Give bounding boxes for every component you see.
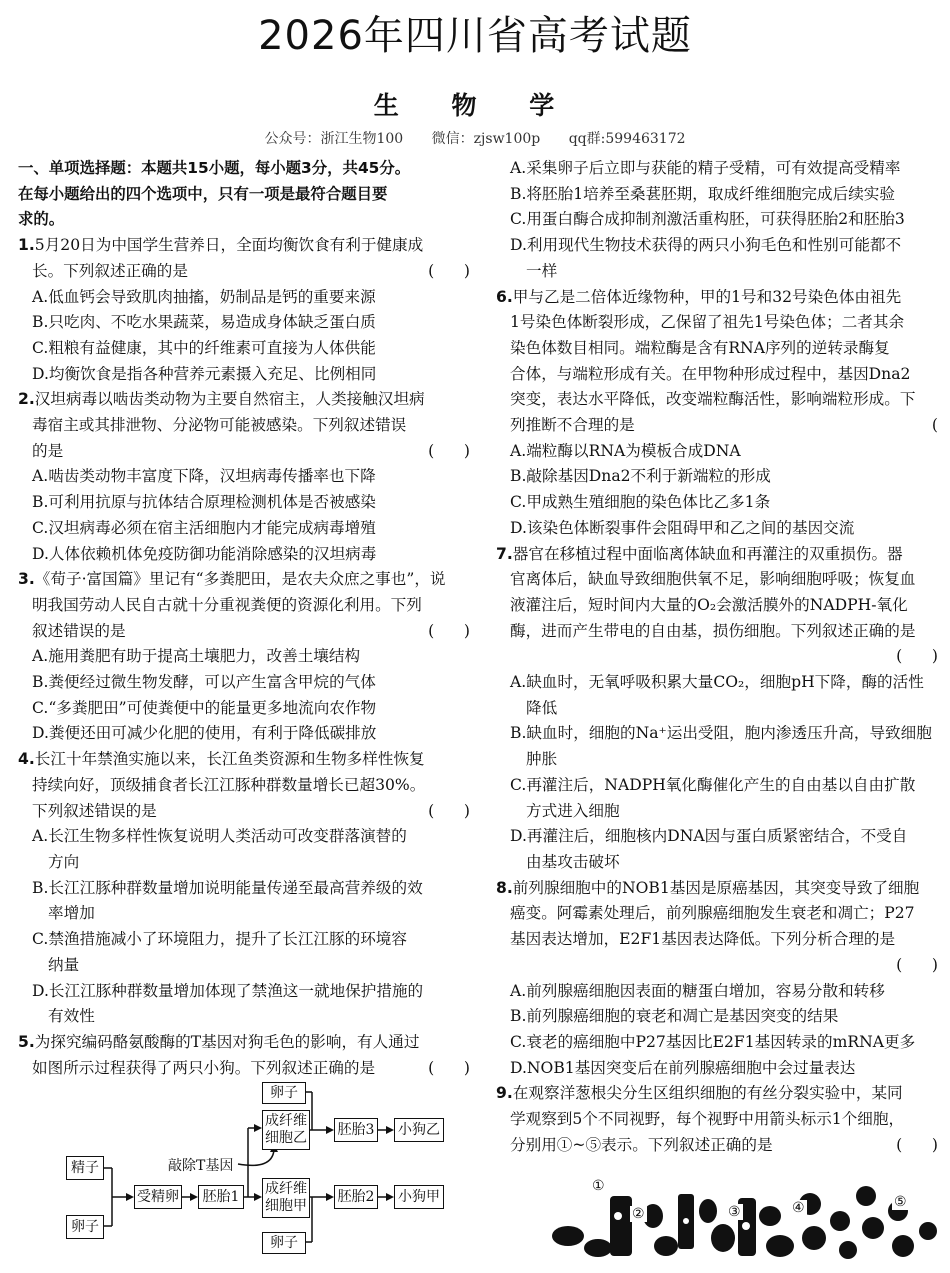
section-heading-line2: 在每小题给出的四个选项中，只有一项是最符合题目要	[18, 184, 388, 203]
mitosis-micrograph	[548, 1176, 940, 1266]
section-heading-line3: 求的。	[18, 210, 65, 229]
knockout-label: 敲除T基因	[168, 1158, 234, 1174]
micrograph-image	[548, 1176, 940, 1266]
left-column	[18, 156, 470, 1081]
section-heading: 一、单项选择题：本题共15小题，每小题3分，共45分。	[18, 159, 411, 177]
option-d: D.NOB1基因突变后在前列腺癌细胞中会过量表达	[510, 1058, 856, 1077]
question-number: 1.	[18, 236, 35, 255]
option-c: C.粗粮有益健康，其中的纤维素可直接为人体供能	[32, 338, 376, 357]
contact-line	[0, 128, 950, 148]
question-stem: 器官在移植过程中面临离体缺血和再灌注的双重损伤。器	[512, 544, 903, 563]
question-stem: 汉坦病毒以啮齿类动物为主要自然宿主，人类接触汉坦病	[34, 390, 425, 409]
question-stem: 下列叙述错误的是	[32, 801, 157, 820]
contact-qq-group: qq群:599463172	[568, 131, 686, 147]
option-d-cont: 一样	[526, 261, 558, 280]
question-stem: 明我国劳动人民自古就十分重视粪便的资源化利用。下列	[32, 595, 422, 614]
egg-box-top: 卵子	[262, 1082, 306, 1104]
marker-4: ④	[792, 1200, 805, 1216]
answer-paren: ( )	[428, 1058, 470, 1077]
subject-title: 生 物 学	[373, 91, 577, 120]
answer-paren: (	[931, 416, 938, 435]
option-b: B.只吃肉、不吃水果蔬菜，易造成身体缺乏蛋白质	[32, 313, 376, 332]
option-d-cont: 有效性	[48, 1007, 95, 1026]
question-stem: 染色体数目相同。端粒酶是含有RNA序列的逆转录酶复	[510, 338, 890, 357]
answer-paren: ( )	[896, 955, 938, 974]
marker-2: ②	[632, 1206, 645, 1222]
question-stem: 分别用①~⑤表示。下列叙述正确的是	[510, 1135, 773, 1154]
question-5	[18, 1030, 470, 1081]
dog-b-box: 小狗乙	[394, 1118, 444, 1142]
question-stem: 学观察到5个不同视野，每个视野中用箭头标示1个细胞，	[510, 1110, 905, 1129]
question-stem: 癌变。阿霉素处理后，前列腺癌细胞发生衰老和凋亡；P27	[510, 904, 915, 923]
option-c: C.汉坦病毒必须在宿主活细胞内才能完成病毒增殖	[32, 518, 376, 537]
question-stem: 前列腺细胞中的NOB1基因是原癌基因，其突变导致了细胞	[512, 878, 920, 897]
question-number: 6.	[496, 287, 513, 306]
option-b: B.前列腺癌细胞的衰老和凋亡是基因突变的结果	[510, 1007, 839, 1026]
option-b: B.长江江豚种群数量增加说明能量传递至最高营养级的效	[32, 878, 423, 897]
marker-1: ①	[592, 1178, 605, 1194]
question-stem: 长江十年禁渔实施以来，长江鱼类资源和生物多样性恢复	[34, 750, 425, 769]
zygote-box: 受精卵	[134, 1185, 182, 1209]
answer-paren: ( )	[428, 441, 470, 460]
question-1	[18, 233, 470, 387]
option-d: D.人体依赖机体免疫防御功能消除感染的汉坦病毒	[32, 544, 377, 563]
question-stem: 突变，表达水平降低，改变端粒酶活性，影响端粒形成。下	[510, 390, 916, 409]
question-4	[18, 747, 470, 1030]
question-stem: 列推断不合理的是	[510, 416, 635, 435]
question-number: 5.	[18, 1032, 35, 1051]
option-c: C.甲成熟生殖细胞的染色体比乙多1条	[510, 493, 771, 512]
option-c: C.“多粪肥田”可使粪便中的能量更多地流向农作物	[32, 698, 377, 717]
answer-paren: ( )	[428, 261, 470, 280]
exam-title: 2026年四川省高考试题	[258, 13, 692, 59]
question-number: 9.	[496, 1084, 513, 1103]
fibroblast-a-box: 成纤维细胞甲	[262, 1178, 310, 1218]
option-d-cont: 由基攻击破坏	[526, 852, 620, 871]
egg-box-left: 卵子	[66, 1215, 104, 1239]
option-a: A.施用粪肥有助于提高土壤肥力，改善土壤结构	[32, 647, 361, 666]
embryo2-box: 胚胎2	[334, 1185, 378, 1209]
option-a: A.缺血时，无氧呼吸积累大量CO₂，细胞pH下降，酶的活性	[510, 673, 924, 692]
question-stem: 酶，进而产生带电的自由基，损伤细胞。下列叙述正确的是	[510, 621, 916, 640]
option-b-cont: 率增加	[48, 904, 95, 923]
option-a: A.啮齿类动物丰富度下降，汉坦病毒传播率也下降	[32, 467, 376, 486]
option-b: B.粪便经过微生物发酵，可以产生富含甲烷的气体	[32, 673, 376, 692]
question-stem: 长。下列叙述正确的是	[32, 261, 188, 280]
option-a-cont: 方向	[48, 852, 80, 871]
option-d: D.再灌注后，细胞核内DNA因与蛋白质紧密结合，不受自	[510, 827, 908, 846]
question-number: 3.	[18, 570, 35, 589]
option-b-cont: 肿胀	[526, 750, 558, 769]
question-5-options	[496, 156, 938, 285]
question-3	[18, 567, 470, 747]
option-a-cont: 降低	[526, 698, 558, 717]
option-a: A.前列腺癌细胞因表面的糖蛋白增加，容易分散和转移	[510, 981, 885, 1000]
option-c: C.衰老的癌细胞中P27基因比E2F1基因转录的mRNA更多	[510, 1032, 916, 1051]
answer-paren: ( )	[896, 647, 938, 666]
sperm-box: 精子	[66, 1156, 104, 1180]
question-stem: 官离体后，缺血导致细胞供氧不足，影响细胞呼吸；恢复血	[510, 570, 916, 589]
question-stem: 液灌注后，短时间内大量的O₂会激活膜外的NADPH-氧化	[510, 595, 908, 614]
question-6	[496, 285, 938, 542]
option-c: C.再灌注后，NADPH氧化酶催化产生的自由基以自由扩散	[510, 775, 916, 794]
option-d: D.均衡饮食是指各种营养元素摄入充足、比例相同	[32, 364, 377, 383]
option-a: A.长江生物多样性恢复说明人类活动可改变群落演替的	[32, 827, 407, 846]
option-a: A.低血钙会导致肌肉抽搐，奶制品是钙的重要来源	[32, 287, 376, 306]
answer-paren: ( )	[428, 621, 470, 640]
option-c-cont: 纳量	[48, 955, 80, 974]
question-stem: 甲与乙是二倍体近缘物种，甲的1号和32号染色体由祖先	[512, 287, 902, 306]
question-stem: 持续向好，顶级捕食者长江江豚种群数量增长已超30%。	[32, 775, 426, 794]
dog-a-box: 小狗甲	[394, 1185, 444, 1209]
question-stem: 在观察洋葱根尖分生区组织细胞的有丝分裂实验中，某同	[512, 1084, 903, 1103]
contact-wechat: 微信：zjsw100p	[431, 131, 541, 147]
question-stem: 基因表达增加，E2F1基因表达降低。下列分析合理的是	[510, 930, 896, 949]
question-stem: 《荀子·富国篇》里记有“多粪肥田，是农夫众庶之事也”，说	[34, 570, 446, 589]
option-d: D.长江江豚种群数量增加体现了禁渔这一就地保护措施的	[32, 981, 424, 1000]
cloning-diagram	[60, 1078, 480, 1263]
embryo1-box: 胚胎1	[198, 1185, 244, 1209]
egg-box-bottom: 卵子	[262, 1232, 306, 1254]
contact-official-account: 公众号：浙江生物100	[264, 131, 404, 147]
answer-paren: ( )	[896, 1135, 938, 1154]
question-7	[496, 542, 938, 876]
option-b: B.将胚胎1培养至桑葚胚期，取成纤维细胞完成后续实验	[510, 184, 895, 203]
question-8	[496, 876, 938, 1082]
fibroblast-b-box: 成纤维细胞乙	[262, 1110, 310, 1150]
embryo3-box: 胚胎3	[334, 1118, 378, 1142]
answer-paren: ( )	[428, 801, 470, 820]
question-stem: 叙述错误的是	[32, 621, 126, 640]
option-c: C.用蛋白酶合成抑制剂激活重构胚，可获得胚胎2和胚胎3	[510, 210, 905, 229]
option-b: B.敲除基因Dna2不利于新端粒的形成	[510, 467, 771, 486]
question-stem: 合体，与端粒形成有关。在甲物种形成过程中，基因Dna2	[510, 364, 911, 383]
option-b: B.可利用抗原与抗体结合原理检测机体是否被感染	[32, 493, 376, 512]
question-number: 7.	[496, 544, 513, 563]
marker-5: ⑤	[894, 1194, 907, 1210]
question-9	[496, 1081, 938, 1158]
option-b: B.缺血时，细胞的Na⁺运出受阻，胞内渗透压升高，导致细胞	[510, 724, 932, 743]
option-c-cont: 方式进入细胞	[526, 801, 620, 820]
marker-3: ③	[728, 1204, 741, 1220]
option-a: A.端粒酶以RNA为模板合成DNA	[510, 441, 741, 460]
right-column	[496, 156, 938, 1158]
question-stem: 的是	[32, 441, 64, 460]
question-stem: 为探究编码酪氨酸酶的T基因对狗毛色的影响，有人通过	[34, 1032, 420, 1051]
option-d: D.粪便还田可减少化肥的使用，有利于降低碳排放	[32, 724, 377, 743]
option-d: D.利用现代生物技术获得的两只小狗毛色和性别可能都不	[510, 236, 902, 255]
question-2	[18, 387, 470, 567]
question-number: 4.	[18, 750, 35, 769]
option-d: D.该染色体断裂事件会阻碍甲和乙之间的基因交流	[510, 518, 855, 537]
question-number: 2.	[18, 390, 35, 409]
question-stem: 毒宿主或其排泄物、分泌物可能被感染。下列叙述错误	[32, 416, 407, 435]
question-number: 8.	[496, 878, 513, 897]
option-c: C.禁渔措施减小了环境阻力，提升了长江江豚的环境容	[32, 930, 407, 949]
option-a: A.采集卵子后立即与获能的精子受精，可有效提高受精率	[510, 159, 901, 177]
question-stem: 1号染色体断裂形成，乙保留了祖先1号染色体；二者其余	[510, 313, 905, 332]
question-stem: 如图所示过程获得了两只小狗。下列叙述正确的是	[32, 1058, 376, 1077]
question-stem: 5月20日为中国学生营养日，全面均衡饮食有利于健康成	[34, 236, 424, 255]
